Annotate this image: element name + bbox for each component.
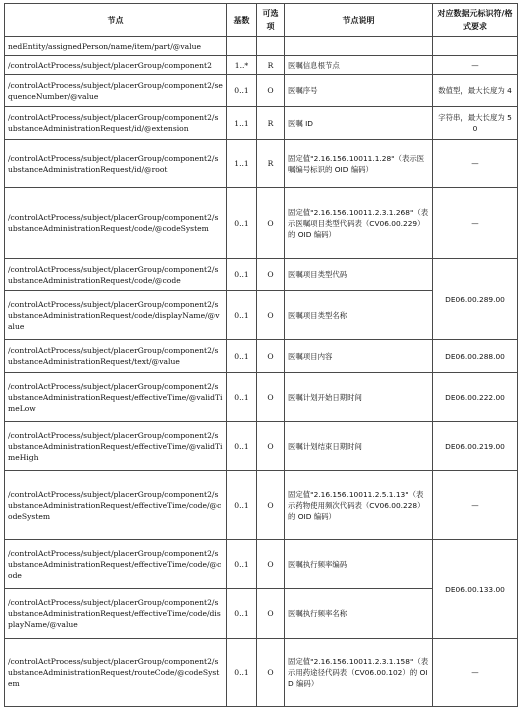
- node-path: /controlActProcess/subject/placerGroup/component2/substanceAdministrationRequest/code/@code: [5, 259, 227, 291]
- optional-cell: O: [257, 422, 285, 471]
- description-cell: 医嘱执行频率编码: [285, 540, 433, 589]
- format-cell: —: [433, 188, 518, 259]
- optional-cell: O: [257, 340, 285, 373]
- optional-cell: O: [257, 589, 285, 639]
- optional-cell: O: [257, 540, 285, 589]
- optional-cell: O: [257, 291, 285, 340]
- format-cell: 字符串，最大长度为 50: [433, 107, 518, 140]
- cardinality-cell: 0..1: [227, 340, 257, 373]
- node-path: /controlActProcess/subject/placerGroup/component2/sequenceNumber/@value: [5, 75, 227, 107]
- node-spec-table: [4, 3, 518, 707]
- header-format: 对应数据元标识符/格式要求: [433, 4, 518, 37]
- table-row: [5, 56, 518, 75]
- node-path: /controlActProcess/subject/placerGroup/component2/substanceAdministrationRequest/effectiveTime/@validTimeHigh: [5, 422, 227, 471]
- cardinality-cell: 0..1: [227, 259, 257, 291]
- node-path: /controlActProcess/subject/placerGroup/component2: [5, 56, 227, 75]
- node-path: /controlActProcess/subject/placerGroup/component2/substanceAdministrationRequest/text/@value: [5, 340, 227, 373]
- table-row: [5, 471, 518, 540]
- cardinality-cell: 1..*: [227, 56, 257, 75]
- cardinality-cell: 1..1: [227, 107, 257, 140]
- optional-cell: O: [257, 373, 285, 422]
- node-path: nedEntity/assignedPerson/name/item/part/@value: [5, 37, 227, 56]
- format-cell: DE06.00.222.00: [433, 373, 518, 422]
- header-optional: 可选项: [257, 4, 285, 37]
- node-path: /controlActProcess/subject/placerGroup/component2/substanceAdministrationRequest/effectiveTime/code/@codeSystem: [5, 471, 227, 540]
- node-path: /controlActProcess/subject/placerGroup/component2/substanceAdministrationRequest/code/displayName/@value: [5, 291, 227, 340]
- description-cell: 固定值"2.16.156.10011.1.28"（表示医嘱编号标识的 OID 编码）: [285, 140, 433, 188]
- cardinality-cell: 0..1: [227, 75, 257, 107]
- table-row: [5, 188, 518, 259]
- format-cell: DE06.00.289.00: [433, 259, 518, 340]
- optional-cell: [257, 37, 285, 56]
- description-cell: 固定值"2.16.156.10011.2.5.1.13"（表示药物使用频次代码表（CV06.00.228）的 OID 编码）: [285, 471, 433, 540]
- description-cell: 医嘱计划开始日期时间: [285, 373, 433, 422]
- header-node: 节点: [5, 4, 227, 37]
- format-cell: 数值型，最大长度为 4: [433, 75, 518, 107]
- format-cell: DE06.00.219.00: [433, 422, 518, 471]
- description-cell: 医嘱 ID: [285, 107, 433, 140]
- node-path: /controlActProcess/subject/placerGroup/component2/substanceAdministrationRequest/id/@extension: [5, 107, 227, 140]
- description-cell: [285, 37, 433, 56]
- description-cell: 医嘱执行频率名称: [285, 589, 433, 639]
- cardinality-cell: 0..1: [227, 188, 257, 259]
- format-cell: [433, 37, 518, 56]
- format-cell: DE06.00.288.00: [433, 340, 518, 373]
- description-cell: 医嘱序号: [285, 75, 433, 107]
- optional-cell: R: [257, 56, 285, 75]
- table-row: [5, 422, 518, 471]
- table-row: [5, 340, 518, 373]
- table-row: [5, 540, 518, 589]
- format-cell: —: [433, 639, 518, 707]
- node-path: /controlActProcess/subject/placerGroup/component2/substanceAdministrationRequest/effectiveTime/code/@code: [5, 540, 227, 589]
- description-cell: 医嘱项目内容: [285, 340, 433, 373]
- optional-cell: O: [257, 639, 285, 707]
- optional-cell: O: [257, 75, 285, 107]
- table-row: [5, 37, 518, 56]
- cardinality-cell: 0..1: [227, 471, 257, 540]
- cardinality-cell: 0..1: [227, 589, 257, 639]
- description-cell: 医嘱项目类型名称: [285, 291, 433, 340]
- cardinality-cell: [227, 37, 257, 56]
- table-row: [5, 373, 518, 422]
- format-cell: —: [433, 56, 518, 75]
- optional-cell: R: [257, 107, 285, 140]
- table-row: [5, 75, 518, 107]
- optional-cell: O: [257, 471, 285, 540]
- cardinality-cell: 0..1: [227, 422, 257, 471]
- cardinality-cell: 1..1: [227, 140, 257, 188]
- description-cell: 固定值"2.16.156.10011.2.3.1.158"（表示用药途径代码表（CV06.00.102）的 OID 编码）: [285, 639, 433, 707]
- table-row: [5, 259, 518, 291]
- optional-cell: O: [257, 259, 285, 291]
- cardinality-cell: 0..1: [227, 639, 257, 707]
- format-cell: DE06.00.133.00: [433, 540, 518, 639]
- node-path: /controlActProcess/subject/placerGroup/component2/substanceAdministrationRequest/code/@codeSystem: [5, 188, 227, 259]
- header-description: 节点说明: [285, 4, 433, 37]
- optional-cell: O: [257, 188, 285, 259]
- header-cardinality: 基数: [227, 4, 257, 37]
- table-row: [5, 107, 518, 140]
- format-cell: —: [433, 140, 518, 188]
- node-path: /controlActProcess/subject/placerGroup/component2/substanceAdministrationRequest/id/@root: [5, 140, 227, 188]
- cardinality-cell: 0..1: [227, 540, 257, 589]
- format-cell: —: [433, 471, 518, 540]
- description-cell: 医嘱信息根节点: [285, 56, 433, 75]
- description-cell: 医嘱计划结束日期时间: [285, 422, 433, 471]
- cardinality-cell: 0..1: [227, 291, 257, 340]
- cardinality-cell: 0..1: [227, 373, 257, 422]
- table-header-row: [5, 4, 518, 37]
- node-path: /controlActProcess/subject/placerGroup/component2/substanceAdministrationRequest/routeCode/@codeSystem: [5, 639, 227, 707]
- node-path: /controlActProcess/subject/placerGroup/component2/substanceAdministrationRequest/effectiveTime/code/displayName/@value: [5, 589, 227, 639]
- node-path: /controlActProcess/subject/placerGroup/component2/substanceAdministrationRequest/effectiveTime/@validTimeLow: [5, 373, 227, 422]
- description-cell: 固定值"2.16.156.10011.2.3.1.268"（表示医嘱项目类型代码表（CV06.00.229）的 OID 编码）: [285, 188, 433, 259]
- table-row: [5, 140, 518, 188]
- optional-cell: R: [257, 140, 285, 188]
- description-cell: 医嘱项目类型代码: [285, 259, 433, 291]
- table-row: [5, 639, 518, 707]
